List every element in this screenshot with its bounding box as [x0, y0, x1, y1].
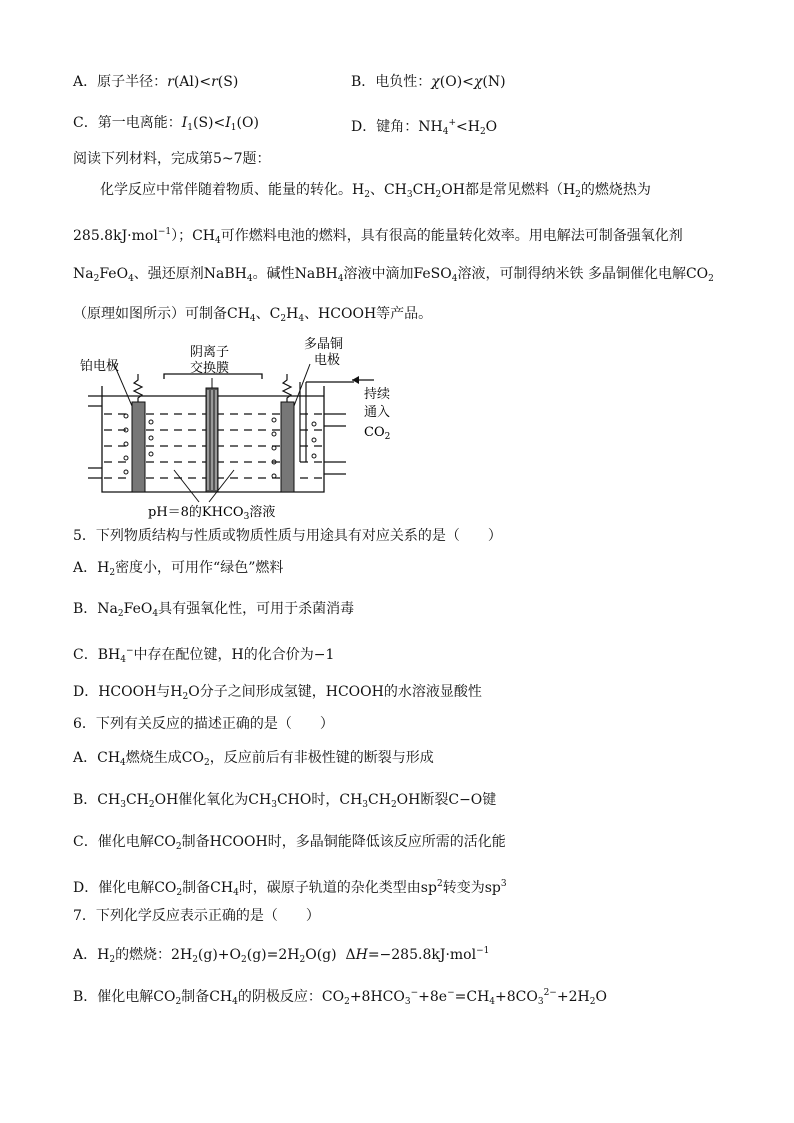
copper-electrode — [281, 402, 294, 492]
q4-option-a — [73, 72, 238, 92]
q5-stem: 5．下列物质结构与性质或物质性质与用途具有对应关系的是（ ） — [73, 528, 502, 544]
label-copper-electrode-line2: 电极 — [314, 353, 341, 368]
q4-option-a-label: A．原子半径： — [73, 74, 168, 90]
label-co2-line3: $CO_2$ — [364, 425, 391, 442]
platinum-electrode — [132, 402, 145, 492]
reading-intro: 阅读下列材料，完成第5~7题： — [73, 151, 271, 167]
q5-option-d: D．HCOOH与$H_2O$分子之间形成氢键，HCOOH的水溶液显酸性 — [73, 684, 482, 702]
q6-stem: 6．下列有关反应的描述正确的是（ ） — [73, 716, 334, 732]
co2-inlet-tube — [300, 382, 354, 462]
q6-option-a: A．$CH_4$燃烧生成$CO_2$，反应前后有非极性键的断裂与形成 — [73, 750, 434, 768]
q4-option-b-label: B．电负性： — [351, 74, 432, 90]
reading-paragraph-line-2: 285.8kJ·mol$^{-1}$）；$CH_4$可作燃料电池的燃料，具有很高的能量转化效率。用电解法可制备强氧化剂 — [73, 227, 683, 246]
q4-option-c — [73, 113, 259, 138]
q6-option-d: D．催化电解$CO_2$制备$CH_4$时，碳原子轨道的杂化类型由$sp^2$转变为$sp^3$ — [73, 879, 507, 898]
co2-flow-arrow — [352, 376, 374, 384]
q4-option-d-formula: $NH_4^+<H_2O$ — [418, 118, 498, 137]
q5-option-c: C．$BH_4^-$中存在配位键，H的化合价为−1 — [73, 646, 335, 665]
q6-option-c: C．催化电解$CO_2$制备HCOOH时，多晶铜能降低该反应所需的活化能 — [73, 834, 506, 852]
reading-paragraph-line-1: 化学反应中常伴随着物质、能量的转化。$H_2$、$CH_3CH_2OH$都是常见燃料（$H_2$的燃烧热为 — [100, 182, 651, 200]
q7-option-b: B．催化电解$CO_2$制备$CH_4$的阴极反应：$CO_2+8HCO_3^-+8e^-=CH_4+8CO_3^{2-}+2H_2O$ — [73, 988, 607, 1007]
label-membrane-line1: 阴离子 — [190, 345, 230, 360]
q4-option-c-label: C．第一电离能： — [73, 115, 182, 131]
label-platinum-electrode: 铂电极 — [80, 359, 120, 374]
reading-paragraph-line-3: $Na_2FeO_4$、强还原剂NaBH$_4$。碱性NaBH$_4$溶液中滴加FeSO$_4$溶液，可制得纳米铁 多晶铜催化电解$CO_2$ — [73, 266, 714, 284]
label-co2-line1: 持续 — [364, 387, 391, 402]
q5-option-a: A．$H_2$密度小，可用作“绿色”燃料 — [73, 560, 284, 578]
platinum-electrode-spring — [134, 374, 142, 402]
q4-option-d-label: D．键角： — [351, 119, 419, 135]
q6-option-b: B．$CH_3CH_2OH$催化氧化为$CH_3CHO$时，$CH_3CH_2OH$断裂C−O键 — [73, 792, 497, 810]
electrolysis-diagram — [74, 334, 404, 524]
q4-option-b-formula: χ(O)<χ(N) — [431, 74, 506, 90]
q7-stem: 7．下列化学反应表示正确的是（ ） — [73, 908, 320, 924]
q4-option-c-formula: $I_1(S)<I_1(O)$ — [181, 115, 259, 133]
q4-option-a-formula: r(Al)<r(S) — [167, 74, 239, 90]
label-solution: pH＝8的$KHCO_3$溶液 — [148, 505, 276, 522]
label-copper-electrode-line1: 多晶铜 — [304, 337, 344, 352]
reading-paragraph-line-4: （原理如图所示）可制备$CH_4$、$C_2H_4$、HCOOH等产品。 — [73, 306, 433, 324]
q5-option-b: B．$Na_2FeO_4$具有强氧化性，可用于杀菌消毒 — [73, 601, 355, 619]
copper-electrode-spring — [283, 374, 291, 402]
q4-option-b — [351, 72, 506, 92]
label-membrane-line2: 交换膜 — [190, 361, 230, 376]
label-co2-line2: 通入 — [364, 405, 391, 420]
q7-option-a: A．$H_2$的燃烧：$2H_2(g)+O_2(g)=2H_2O(g)$ ΔH=−285.8kJ·mol$^{-1}$ — [73, 946, 490, 965]
q4-option-d — [351, 113, 497, 142]
